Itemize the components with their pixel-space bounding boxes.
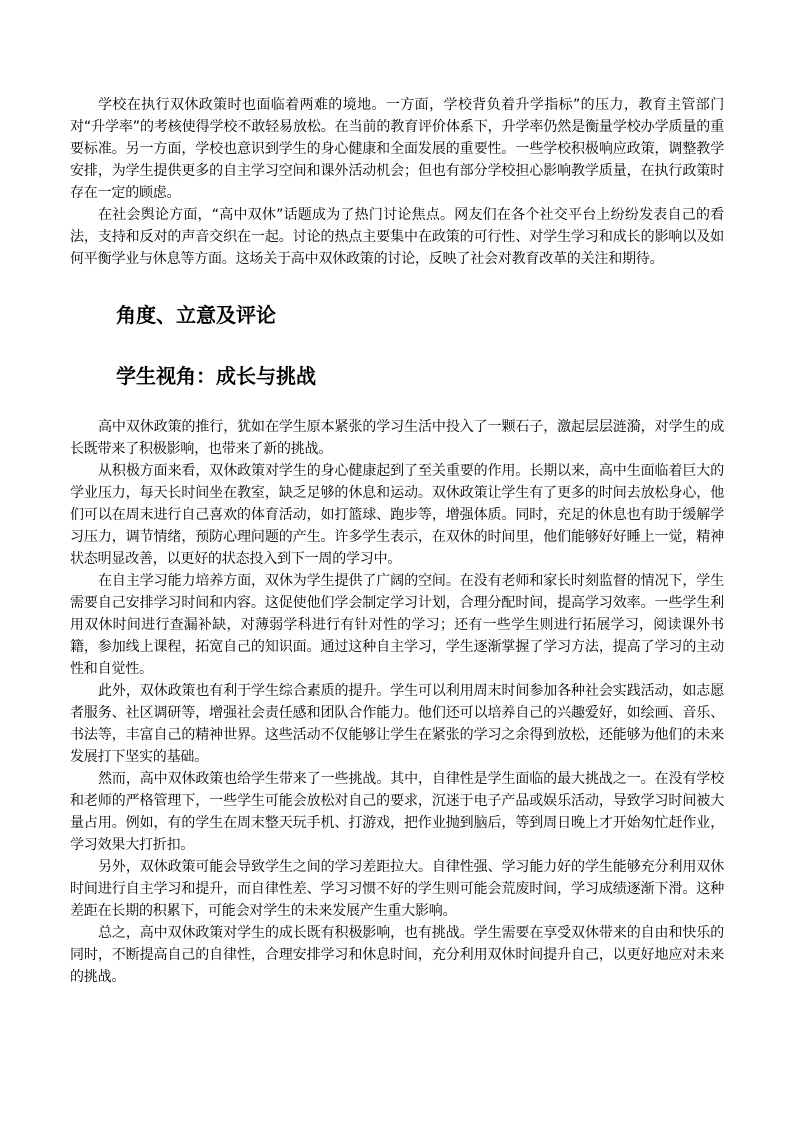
section-heading: 角度、立意及评论 xyxy=(116,303,276,327)
document-page xyxy=(70,94,724,988)
paragraph-school-dilemma: 学校在执行双休政策时也面临着两难的境地。一方面，学校背负着升学指标”的压力，教育主管部门对“升学率”的考核使得学校不敢轻易放松。在当前的教育评价体系下，升学率仍然是衡量学校办学质量的重要标准。另一方面，学校也意识到学生的身心健康和全面发展的重要性。一些学校积极响应政策，调整教学安排，为学生提供更多的自主学习空间和课外活动机会；但也有部分学校担心影响教学质量，在执行政策时存在一定的顾虑。 xyxy=(70,97,724,201)
paragraph-self-study: 在自主学习能力培养方面，双休为学生提供了广阔的空间。在没有老师和家长时刻监督的情况下，学生需要自己安排学习时间和内容。这促使他们学会制定学习计划，合理分配时间，提高学习效率。一些学生利用双休时间进行查漏补缺，对薄弱学科进行有针对性的学习；还有一些学生则进行拓展学习，阅读课外书籍，参加线上课程，拓宽自己的知识面。通过这种自主学习，学生逐渐掌握了学习方法，提高了学习的主动性和自觉性。 xyxy=(70,573,724,677)
student-view-heading: 学生视角：成长与挑战 xyxy=(116,364,316,388)
paragraph-overall-quality: 此外，双休政策也有利于学生综合素质的提升。学生可以利用周末时间参加各种社会实践活动，如志愿者服务、社区调研等，增强社会责任感和团队合作能力。他们还可以培养自己的兴趣爱好，如绘画、音乐、书法等，丰富自己的精神世界。这些活动不仅能够让学生在紧张的学习之余得到放松，还能够为他们的未来发展打下坚实的基础。 xyxy=(70,683,724,765)
paragraph-conclusion: 总之，高中双休政策对学生的成长既有积极影响，也有挑战。学生需要在享受双休带来的自由和快乐的同时，不断提高自己的自律性，合理安排学习和休息时间，充分利用双休时间提升自己，以更好地应对未来的挑战。 xyxy=(70,925,724,985)
paragraph-student-intro: 高中双休政策的推行，犹如在学生原本紧张的学习生活中投入了一颗石子，激起层层涟漪，对学生的成长既带来了积极影响，也带来了新的挑战。 xyxy=(70,419,724,457)
paragraph-self-discipline: 然而，高中双休政策也给学生带来了一些挑战。其中，自律性是学生面临的最大挑战之一。在没有学校和老师的严格管理下，一些学生可能会放松对自己的要求，沉迷于电子产品或娱乐活动，导致学习时间被大量占用。例如，有的学生在周末整天玩手机、打游戏，把作业抛到脑后，等到周日晚上才开始匆忙赶作业，学习效果大打折扣。 xyxy=(70,771,724,853)
paragraph-learning-gap: 另外，双休政策可能会导致学生之间的学习差距拉大。自律性强、学习能力好的学生能够充分利用双休时间进行自主学习和提升，而自律性差、学习习惯不好的学生则可能会荒废时间，学习成绩逐渐下滑。这种差距在长期的积累下，可能会对学生的未来发展产生重大影响。 xyxy=(70,859,724,919)
paragraph-public-opinion: 在社会舆论方面，“高中双休”话题成为了热门讨论焦点。网友们在各个社交平台上纷纷发表自己的看法，支持和反对的声音交织在一起。讨论的热点主要集中在政策的可行性、对学生学习和成长的影响以及如何平衡学业与休息等方面。这场关于高中双休政策的讨论，反映了社会对教育改革的关注和期待。 xyxy=(70,207,724,267)
paragraph-health: 从积极方面来看，双休政策对学生的身心健康起到了至关重要的作用。长期以来，高中生面临着巨大的学业压力，每天长时间坐在教室，缺乏足够的休息和运动。双休政策让学生有了更多的时间去放松身心，他们可以在周末进行自己喜欢的体育活动，如打篮球、跑步等，增强体质。同时，充足的休息也有助于缓解学习压力，调节情绪，预防心理问题的产生。许多学生表示，在双休的时间里，他们能够好好睡上一觉，精神状态明显改善，以更好的状态投入到下一周的学习中。 xyxy=(70,463,724,567)
